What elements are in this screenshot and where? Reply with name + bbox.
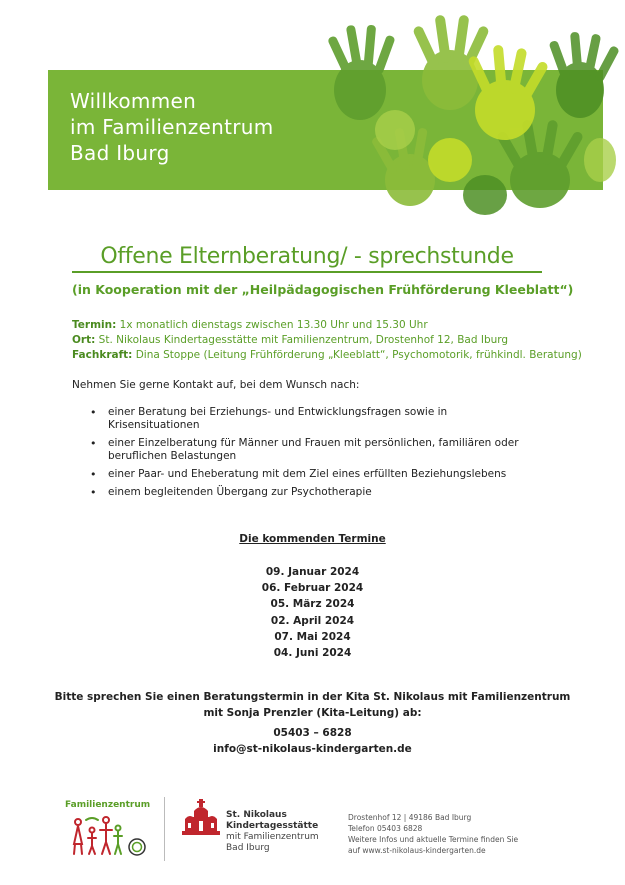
list-item: • einer Einzelberatung für Männer und Frauen mit persönlichen, familiären oder beruflichen Belastungen	[88, 437, 528, 463]
intro-text: Nehmen Sie gerne Kontakt auf, bei dem Wunsch nach:	[72, 379, 360, 391]
kita-logo-text	[226, 810, 319, 854]
certification-seal-icon	[128, 838, 146, 856]
contact-line: Bitte sprechen Sie einen Beratungstermin in der Kita St. Nikolaus mit Familienzentrum	[54, 691, 571, 703]
termin-label: Termin:	[72, 319, 117, 331]
footer-address	[348, 812, 518, 856]
dates-list	[0, 564, 625, 661]
familienzentrum-logo-text: Familienzentrum	[65, 800, 151, 810]
date-item: 06. Februar 2024	[261, 582, 364, 595]
list-item: • einer Beratung bei Erziehungs- und Entwicklungsfragen sowie in Krisensituationen	[88, 406, 528, 432]
termin-value: 1x monatlich dienstags zwischen 13.30 Uhr und 15.30 Uhr	[116, 319, 428, 331]
date-item: 07. Mai 2024	[274, 630, 351, 643]
page-title: Offene Elternberatung/ - sprechstunde	[72, 244, 542, 273]
fachkraft-label: Fachkraft:	[72, 349, 133, 361]
kita-name: St. Nikolaus	[226, 810, 287, 820]
banner-line: Willkommen	[70, 89, 197, 113]
footer-divider	[164, 797, 165, 861]
info-ort	[72, 333, 582, 348]
info-block	[72, 318, 582, 363]
contact-line: mit Sonja Prenzler (Kita-Leitung) ab:	[203, 707, 422, 719]
family-figures-icon	[68, 814, 128, 856]
date-item: 02. April 2024	[270, 614, 355, 627]
kita-type: Kindertagesstätte	[226, 821, 319, 831]
info-fachkraft	[72, 348, 582, 363]
banner-line: im Familienzentrum	[70, 115, 274, 139]
address-line: Drostenhof 12 | 49186 Bad Iburg	[348, 813, 472, 822]
banner-line: Bad Iburg	[70, 141, 170, 165]
dates-heading: Die kommenden Termine	[239, 533, 386, 545]
address-line: auf www.st-nikolaus-kindergarten.de	[348, 846, 486, 855]
list-item: • einem begleitenden Übergang zur Psychotherapie	[88, 486, 528, 499]
kita-city: Bad Iburg	[226, 843, 270, 853]
contact-phone: 05403 – 6828	[273, 727, 352, 739]
address-line: Weitere Infos und aktuelle Termine finden Sie	[348, 835, 519, 844]
ort-label: Ort:	[72, 334, 96, 346]
contact-email[interactable]: info@st-nikolaus-kindergarten.de	[213, 743, 412, 755]
date-item: 09. Januar 2024	[265, 566, 360, 578]
kita-sub: mit Familienzentrum	[226, 832, 319, 842]
list-item: • einer Paar- und Eheberatung mit dem Ziel eines erfüllten Beziehungslebens	[88, 468, 528, 481]
contact-block	[0, 689, 625, 757]
address-line: Telefon 05403 6828	[348, 824, 423, 833]
date-item: 05. März 2024	[270, 598, 355, 611]
page-subtitle: (in Kooperation mit der „Heilpädagogischen Frühförderung Kleeblatt“)	[72, 282, 574, 297]
banner-title	[70, 88, 274, 166]
date-item: 04. Juni 2024	[273, 647, 352, 660]
ort-value: St. Nikolaus Kindertagesstätte mit Familienzentrum, Drostenhof 12, Bad Iburg	[95, 334, 509, 346]
bullet-list	[88, 406, 528, 504]
fachkraft-value: Dina Stoppe (Leitung Frühförderung „Kleeblatt“, Psychomotorik, frühkindl. Beratung)	[132, 349, 582, 361]
church-logo-icon	[180, 797, 222, 837]
info-termin	[72, 318, 582, 333]
handprints-illustration	[300, 10, 620, 225]
